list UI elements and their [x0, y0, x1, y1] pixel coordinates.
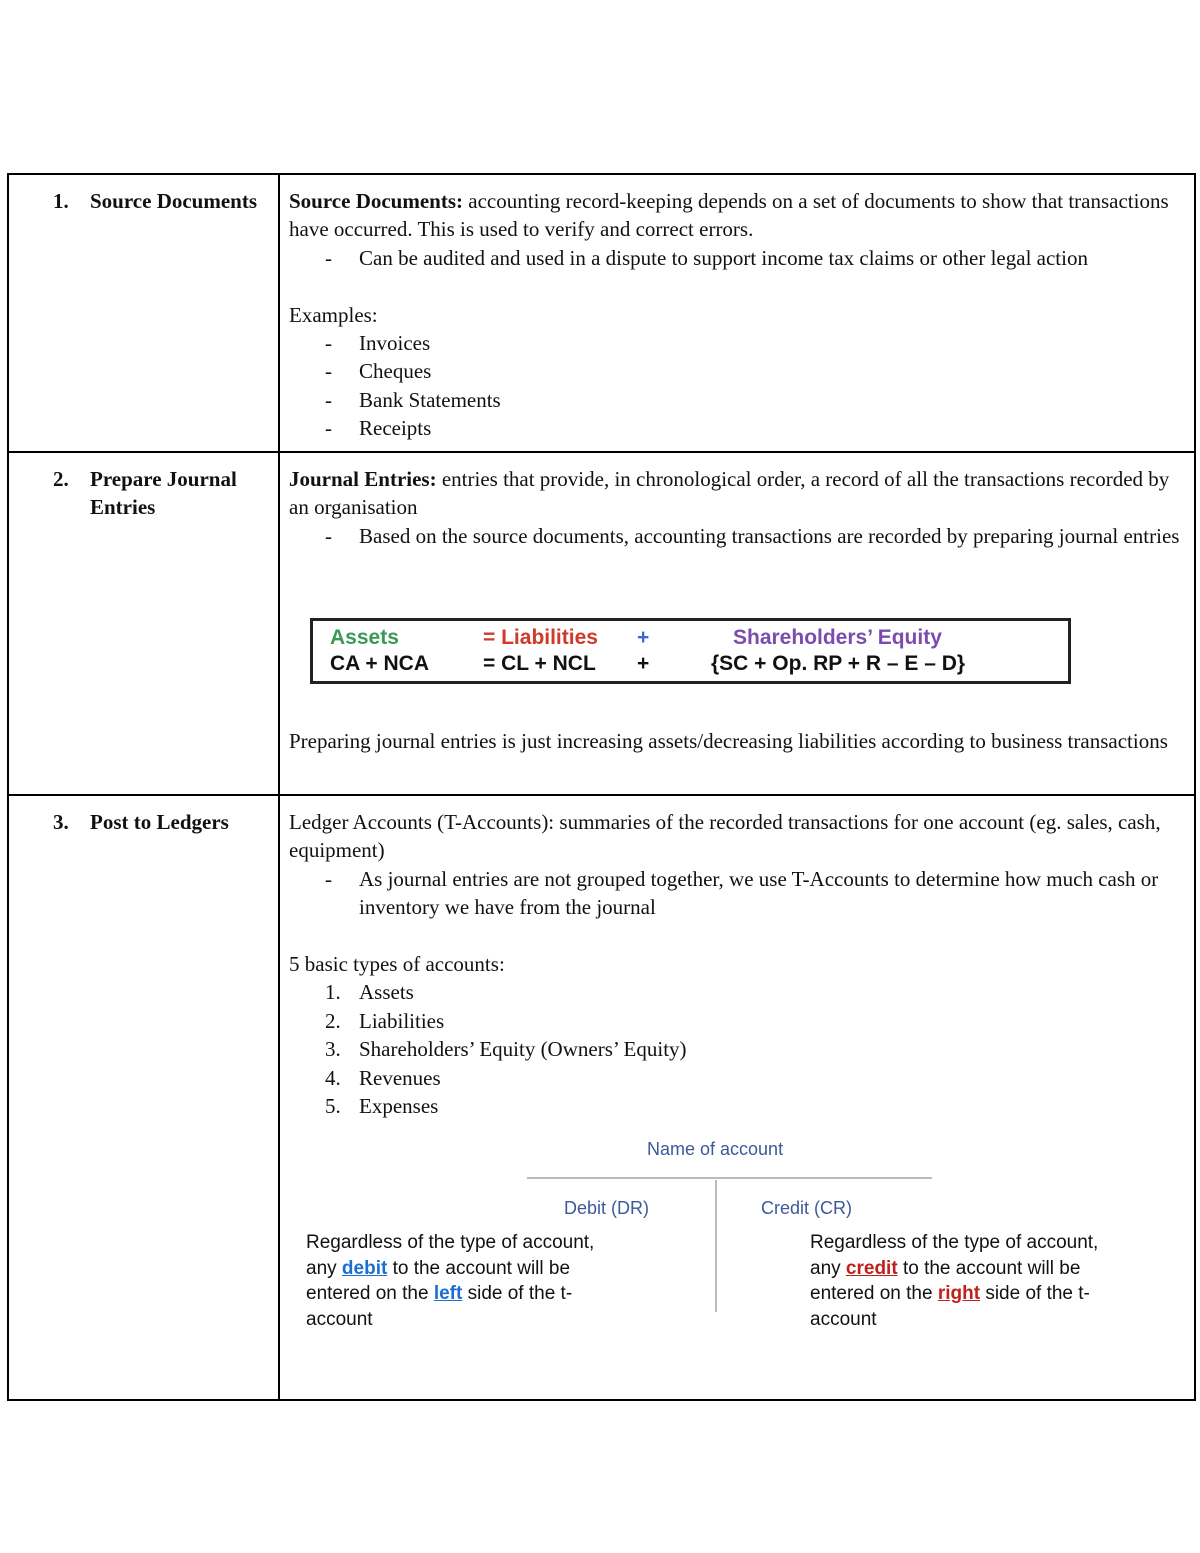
step-title: Source Documents — [90, 189, 258, 213]
list-item: - Invoices — [289, 329, 1184, 357]
equation-equity: Shareholders’ Equity — [733, 626, 942, 649]
equation-liabilities-detail: = CL + NCL — [483, 652, 596, 675]
step-content-cell — [289, 465, 1184, 550]
step-content-cell — [289, 808, 1184, 1120]
t-account-divider — [715, 1180, 717, 1312]
equation-plus: + — [637, 626, 650, 649]
credit-explanation: Regardless of the type of account, any credit to the account will be entered on the right side of the t-account — [810, 1232, 1099, 1330]
account-types-list — [289, 978, 1184, 1120]
list-item: 4. Revenues — [325, 1065, 441, 1090]
equation-assets: Assets — [330, 626, 399, 649]
list-item: 5. Expenses — [325, 1094, 439, 1119]
bullet-list — [289, 865, 1184, 922]
accounting-cycle-table — [7, 173, 1196, 1401]
list-item: 2. Liabilities — [325, 1008, 445, 1033]
column-divider — [278, 796, 280, 1401]
step-number: 2. — [53, 467, 69, 491]
step-number: 1. — [53, 189, 69, 213]
debit-explanation: Regardless of the type of account, any debit to the account will be entered on the left side of the t-account — [306, 1232, 595, 1330]
examples-list — [289, 329, 1184, 443]
definition-text: entries that provide, in chronological order, a record of all the transactions recorded by an organisation — [289, 467, 1170, 520]
step-title: Post to Ledgers — [90, 810, 229, 834]
t-account-top-line — [527, 1177, 932, 1179]
definition: Ledger Accounts (T-Accounts): summaries of the recorded transactions for one account (eg. sales, cash, equipment) — [289, 810, 1161, 863]
list-item: - Receipts — [289, 414, 1184, 442]
equation-liabilities: = Liabilities — [483, 626, 598, 649]
column-divider — [278, 175, 280, 451]
accounting-equation-box — [310, 618, 1071, 684]
definition-term: Source Documents: — [289, 189, 464, 213]
list-item: - Cheques — [289, 357, 1184, 385]
note-cell — [289, 727, 1184, 755]
t-account-title: Name of account — [647, 1139, 784, 1159]
credit-keyword: credit — [845, 1257, 898, 1279]
definition — [289, 465, 1184, 522]
column-divider — [278, 453, 280, 794]
step-title: Prepare Journal Entries — [90, 467, 237, 520]
row-source-documents — [9, 175, 1194, 453]
list-item: 3. Shareholders’ Equity (Owners’ Equity) — [325, 1037, 687, 1062]
debit-keyword: debit — [341, 1257, 388, 1279]
list-item: - Based on the source documents, accounting transactions are recorded by preparing journal entries — [289, 522, 1184, 550]
debit-heading: Debit (DR) — [564, 1198, 650, 1218]
definition-term: Journal Entries: — [289, 467, 437, 491]
right-keyword: right — [937, 1283, 981, 1304]
row-journal-entries — [9, 453, 1194, 796]
credit-heading: Credit (CR) — [761, 1198, 853, 1218]
list-item: - Can be audited and used in a dispute to support income tax claims or other legal action — [289, 244, 1184, 272]
list-item: - As journal entries are not grouped together, we use T-Accounts to determine how much cash or inventory we have from the journal — [289, 865, 1184, 922]
bullet-list — [289, 522, 1184, 550]
definition — [289, 187, 1184, 244]
types-label: 5 basic types of accounts: — [289, 952, 505, 977]
equation-equity-detail: {SC + Op. RP + R – E – D} — [711, 652, 966, 675]
list-item: - Bank Statements — [289, 386, 1184, 414]
step-content-cell — [289, 187, 1184, 443]
equation-plus: + — [637, 652, 650, 675]
equation-assets-detail: CA + NCA — [330, 652, 429, 675]
note: Preparing journal entries is just increasing assets/decreasing liabilities according to business transactions — [289, 729, 1168, 753]
step-number: 3. — [53, 810, 69, 834]
row-post-to-ledgers — [9, 796, 1194, 1401]
list-item: 1. Assets — [325, 980, 414, 1005]
left-keyword: left — [433, 1283, 463, 1304]
bullet-list — [289, 244, 1184, 272]
examples-label: Examples: — [289, 302, 378, 327]
definition-text: accounting record-keeping depends on a set of documents to show that transactions have occurred. This is used to verify and correct errors. — [289, 189, 1169, 242]
